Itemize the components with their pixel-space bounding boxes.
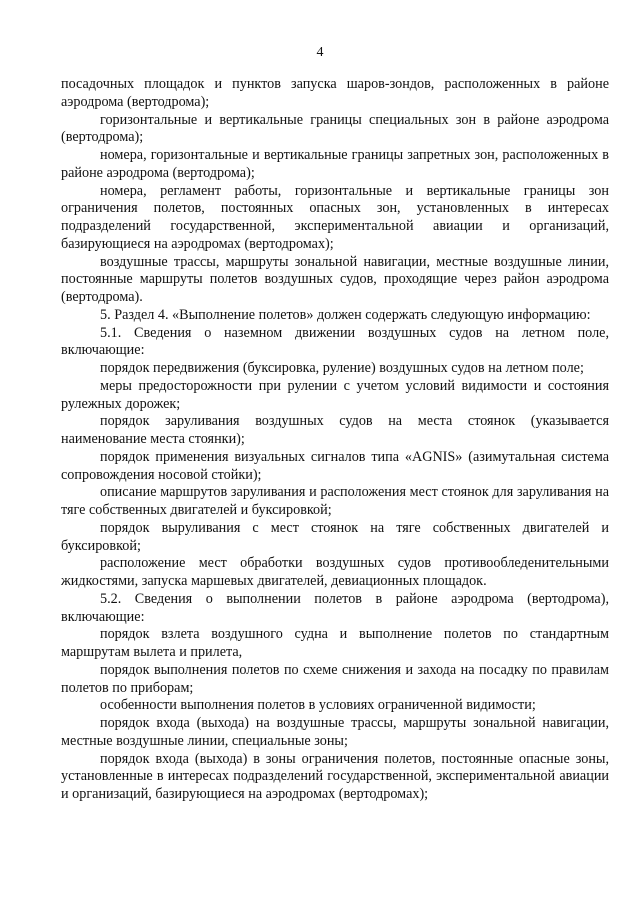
section-heading-paragraph: 5. Раздел 4. «Выполнение полетов» должен содержать следующую информацию: xyxy=(100,306,591,323)
paragraph: посадочных площадок и пунктов запуска шаров-зондов, расположенных в районе аэродрома (вертодрома); xyxy=(61,76,609,110)
paragraph: порядок взлета воздушного судна и выполнение полетов по стандартным маршрутам вылета и прилета, xyxy=(61,626,609,660)
paragraph: порядок применения визуальных сигналов типа «AGNIS» (азимутальная система сопровождения носовой стойки); xyxy=(61,448,609,483)
subsection-paragraph: 5.1. Сведения о наземном движении воздушных судов на летном поле, включающие: xyxy=(61,324,609,359)
paragraph: порядок входа (выхода) на воздушные трассы, маршруты зональной навигации, местные воздушные линии, специальные зоны; xyxy=(61,715,609,749)
paragraph: порядок выруливания с мест стоянок на тяге собственных двигателей и буксировкой; xyxy=(61,519,609,554)
paragraph: номера, регламент работы, горизонтальные и вертикальные границы зон ограничения полетов, постоянных опасных зон, установленных в интересах подразделений государственной, экспериментальной авиации и организаций, базирующиеся на аэродромах (вертодромах); xyxy=(61,182,609,252)
paragraph: описание маршрутов заруливания и расположения мест стоянок для заруливания на тяге собственных двигателей и буксировкой; xyxy=(61,484,609,518)
subsection-paragraph: 5.2. Сведения о выполнении полетов в районе аэродрома (вертодрома), включающие: xyxy=(61,590,609,625)
page-number: 4 xyxy=(316,45,324,60)
paragraph: горизонтальные и вертикальные границы специальных зон в районе аэродрома (вертодрома); xyxy=(61,111,609,146)
document-body xyxy=(61,76,609,804)
paragraph: порядок выполнения полетов по схеме снижения и захода на посадку по правилам полетов по приборам; xyxy=(61,661,609,696)
paragraph: порядок передвижения (буксировка, руление) воздушных судов на летном поле; xyxy=(100,360,584,376)
paragraph: особенности выполнения полетов в условиях ограниченной видимости; xyxy=(100,697,536,714)
paragraph: номера, горизонтальные и вертикальные границы запретных зон, расположенных в районе аэродрома (вертодрома); xyxy=(61,147,609,181)
paragraph: порядок заруливания воздушных судов на места стоянок (указывается наименование места стоянки); xyxy=(61,413,609,447)
paragraph: меры предосторожности при рулении с учетом условий видимости и состояния рулежных дорожек; xyxy=(61,377,609,412)
paragraph: расположение мест обработки воздушных судов противообледенительными жидкостями, запуска маршевых двигателей, девиационных площадок. xyxy=(61,555,609,589)
paragraph: воздушные трассы, маршруты зональной навигации, местные воздушные линии, постоянные маршруты полетов воздушных судов, проходящие через район аэродрома (вертодрома). xyxy=(61,253,609,305)
paragraph: порядок входа (выхода) в зоны ограничения полетов, постоянные опасные зоны, установленные в интересах подразделений государственной, экспериментальной авиации и организаций, базирующиеся на аэродромах (вертодромах); xyxy=(61,750,609,802)
